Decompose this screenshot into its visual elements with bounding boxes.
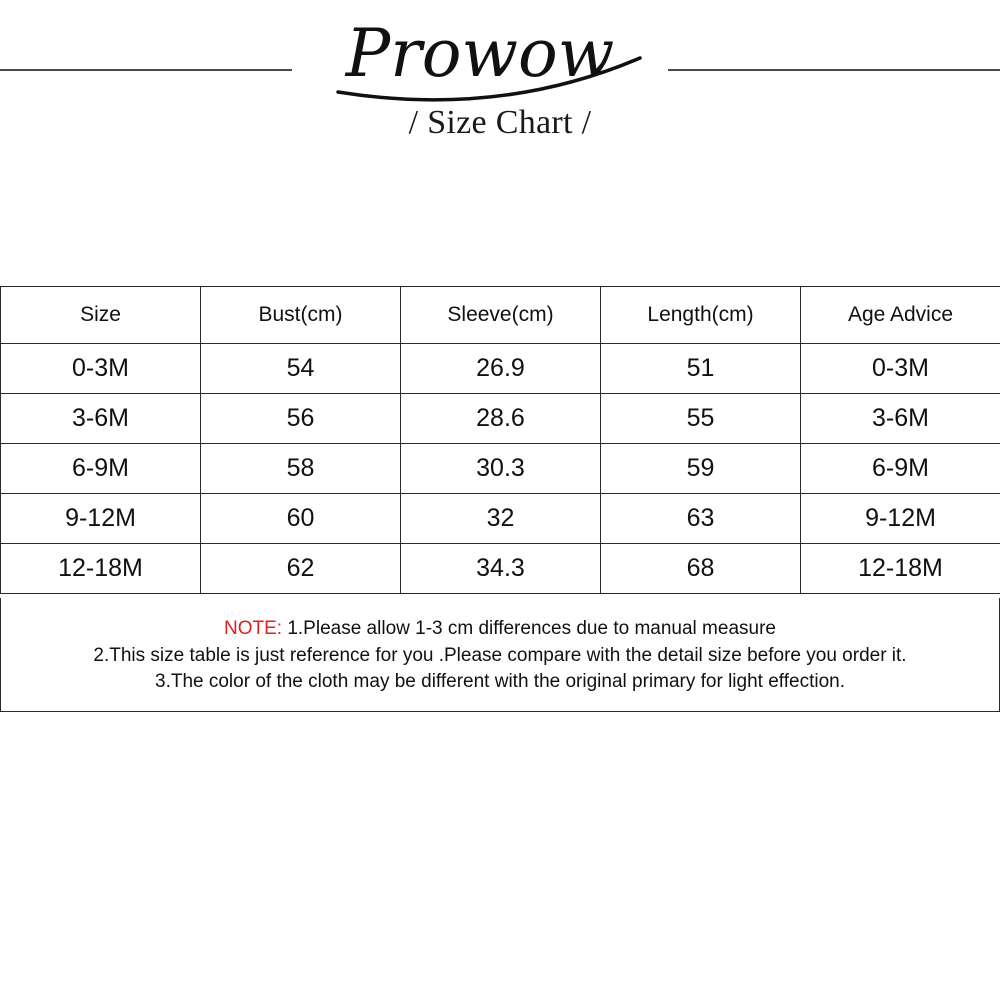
table-row bbox=[1, 394, 1000, 444]
cell-sleeve: 30.3 bbox=[401, 444, 601, 494]
cell-size: 6-9M bbox=[1, 444, 201, 494]
cell-age-advice: 0-3M bbox=[801, 344, 1000, 394]
cell-size: 12-18M bbox=[1, 544, 201, 594]
page-subtitle: / Size Chart / bbox=[408, 104, 592, 141]
cell-length: 68 bbox=[601, 544, 801, 594]
size-table bbox=[0, 286, 1000, 594]
notes-box bbox=[0, 598, 1000, 712]
column-header-sleeve: Sleeve(cm) bbox=[401, 287, 601, 344]
cell-length: 55 bbox=[601, 394, 801, 444]
cell-length: 59 bbox=[601, 444, 801, 494]
table-row bbox=[1, 344, 1000, 394]
note-text-1: 1.Please allow 1-3 cm differences due to manual measure bbox=[282, 618, 776, 639]
cell-sleeve: 28.6 bbox=[401, 394, 601, 444]
cell-size: 3-6M bbox=[1, 394, 201, 444]
cell-size: 9-12M bbox=[1, 494, 201, 544]
column-header-age-advice: Age Advice bbox=[801, 287, 1000, 344]
cell-age-advice: 12-18M bbox=[801, 544, 1000, 594]
note-label: NOTE: bbox=[224, 618, 283, 639]
cell-bust: 58 bbox=[201, 444, 401, 494]
table-row bbox=[1, 494, 1000, 544]
cell-sleeve: 32 bbox=[401, 494, 601, 544]
cell-length: 63 bbox=[601, 494, 801, 544]
cell-length: 51 bbox=[601, 344, 801, 394]
column-header-size: Size bbox=[1, 287, 201, 344]
note-line-1 bbox=[1, 616, 999, 643]
table-row bbox=[1, 544, 1000, 594]
cell-sleeve: 34.3 bbox=[401, 544, 601, 594]
column-header-length: Length(cm) bbox=[601, 287, 801, 344]
cell-size: 0-3M bbox=[1, 344, 201, 394]
table-row bbox=[1, 444, 1000, 494]
cell-age-advice: 6-9M bbox=[801, 444, 1000, 494]
header-rule-left bbox=[0, 69, 292, 71]
cell-age-advice: 3-6M bbox=[801, 394, 1000, 444]
cell-bust: 56 bbox=[201, 394, 401, 444]
note-line-2: 2.This size table is just reference for you .Please compare with the detail size before you order it. bbox=[93, 644, 907, 666]
note-line-3: 3.The color of the cloth may be different with the original primary for light effection. bbox=[155, 671, 845, 692]
cell-bust: 54 bbox=[201, 344, 401, 394]
brand-logo-text: Prowow bbox=[345, 15, 615, 92]
cell-sleeve: 26.9 bbox=[401, 344, 601, 394]
cell-bust: 62 bbox=[201, 544, 401, 594]
cell-age-advice: 9-12M bbox=[801, 494, 1000, 544]
column-header-bust: Bust(cm) bbox=[201, 287, 401, 344]
cell-bust: 60 bbox=[201, 494, 401, 544]
table-header-row bbox=[1, 287, 1000, 344]
header-rule-right bbox=[668, 69, 1000, 71]
brand-logo bbox=[300, 0, 660, 110]
